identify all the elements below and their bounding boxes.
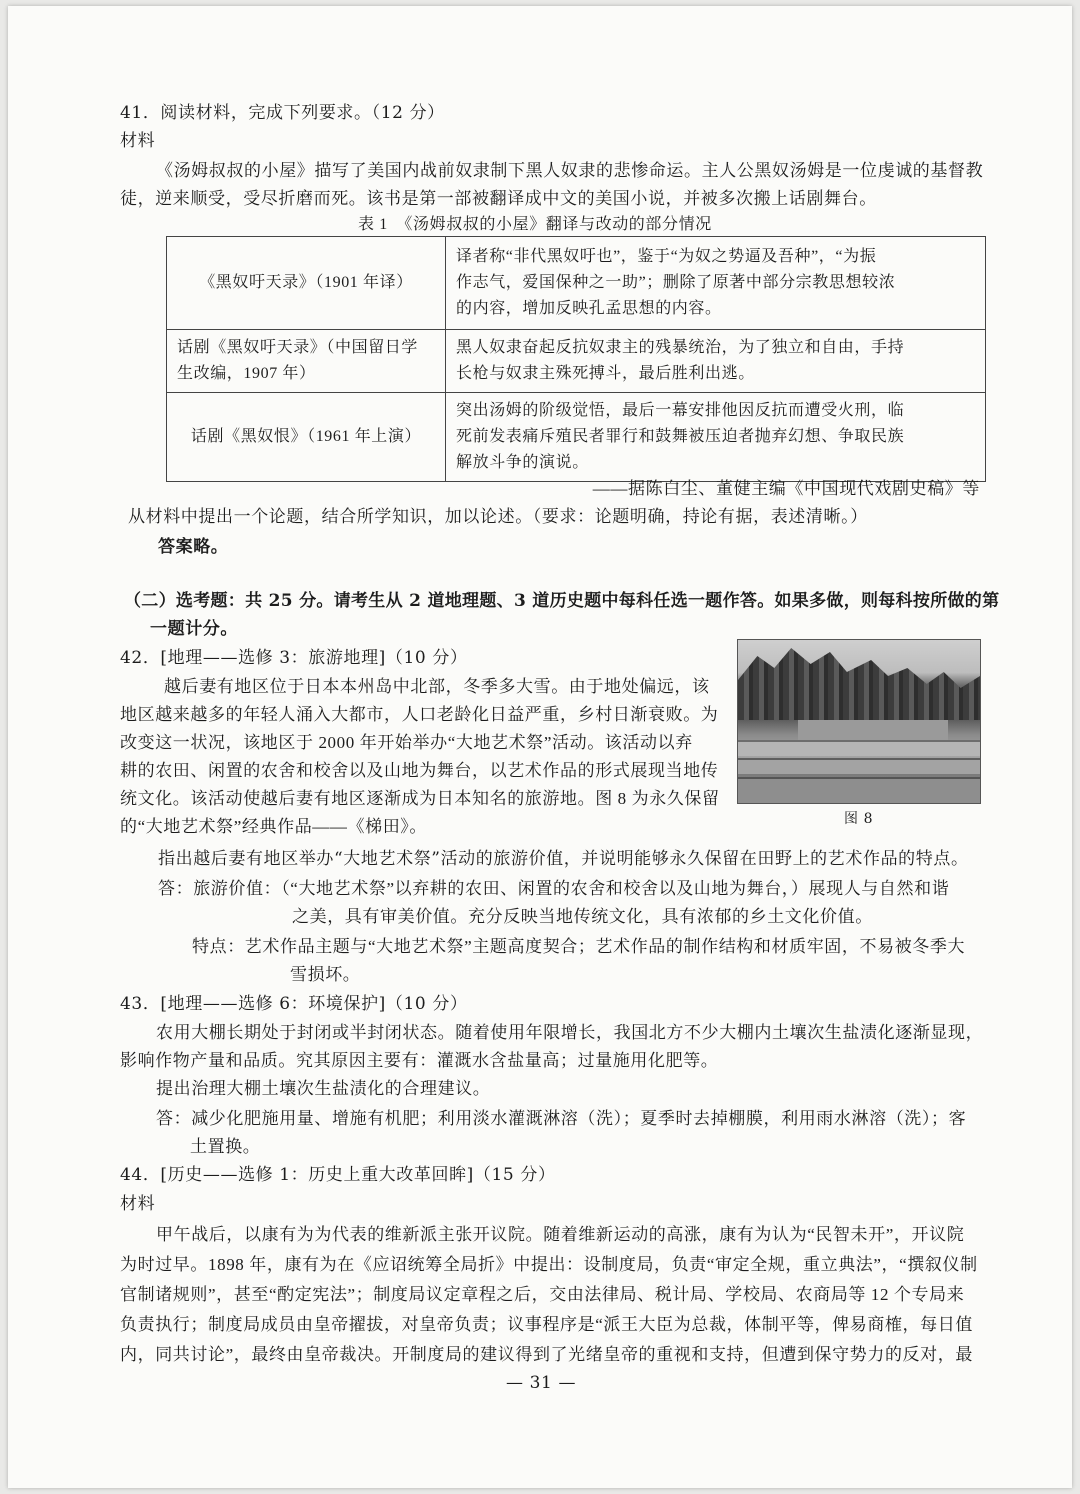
q44-para-line: 负责执行；制度局成员由皇帝擢拔，对皇帝负责；议事程序是“派王大臣为总裁，体制平等，俾易商榷，每日值: [120, 1315, 973, 1334]
q42-para-line: 的“大地艺术祭”经典作品——《梯田》。: [120, 817, 427, 836]
table-cell: 译者称“非代黑奴吁也”，鉴于“为奴之势逼及吾种”，“为振 作志气，爱国保种之一助”；删除了原著中部分宗教思想较浓 的内容，增加反映孔孟思想的内容。: [446, 237, 986, 330]
q41-source: ——据陈白尘、董健主编《中国现代戏剧史稿》等: [592, 479, 980, 498]
terraced-field-photo: [737, 639, 981, 804]
q42-heading: 42．[地理——选修 3：旅游地理]（10 分）: [120, 648, 468, 668]
table-cell: 话剧《黑奴恨》（1961 年上演）: [167, 393, 446, 482]
q41-heading: 41．阅读材料，完成下列要求。（12 分）: [120, 103, 445, 123]
table-cell: 《黑奴吁天录》（1901 年译）: [167, 237, 446, 330]
q41-para-line: 徒，逆来顺受，受尽折磨而死。该书是第一部被翻译成中文的美国小说，并被多次搬上话剧舞台。: [120, 189, 877, 208]
q43-heading: 43．[地理——选修 6：环境保护]（10 分）: [120, 994, 468, 1014]
q42-para-line: 改变这一状况，该地区于 2000 年开始举办“大地艺术祭”活动。该活动以弃: [120, 733, 693, 752]
q41-para-line: 《汤姆叔叔的小屋》描写了美国内战前奴隶制下黑人奴隶的悲惨命运。主人公黑奴汤姆是一位虔诚的基督教: [156, 161, 984, 180]
table-row: [167, 237, 986, 330]
q42-task: 指出越后妻有地区举办“大地艺术祭”活动的旅游价值，并说明能够永久保留在田野上的艺术作品的特点。: [158, 849, 969, 869]
q43-para-line: 农用大棚长期处于封闭或半封闭状态。随着使用年限增长，我国北方不少大棚内土壤次生盐渍化逐渐显现，: [156, 1023, 984, 1042]
q41-material-label: 材料: [120, 131, 156, 151]
section2-line: （二）选考题：共 25 分。请考生从 2 道地理题、3 道历史题中每科任选一题作答。如果多做，则每科按所做的第: [124, 591, 1000, 611]
q42-answer-line: 之美，具有审美价值。充分反映当地传统文化，具有浓郁的乡土文化价值。: [292, 907, 873, 926]
q44-para-line: 为时过早。1898 年，康有为在《应诏统筹全局折》中提出：设制度局，负责“审定全规，重立典法”，“撰叙仪制: [120, 1255, 978, 1274]
table-caption: 表 1 《汤姆叔叔的小屋》翻译与改动的部分情况: [358, 216, 712, 233]
table-row: [167, 393, 986, 482]
q44-para-line: 内，同共讨论”，最终由皇帝裁决。开制度局的建议得到了光绪皇帝的重视和支持，但遭到保守势力的反对，最: [120, 1345, 973, 1364]
q42-para-line: 统文化。该活动使越后妻有地区逐渐成为日本知名的旅游地。图 8 为永久保留: [120, 789, 720, 808]
table-row: [167, 330, 986, 393]
q43-answer-line: 答：减少化肥施用量、增施有机肥；利用淡水灌溉淋溶（洗）；夏季时去掉棚膜，利用雨水淋溶（洗）；客: [156, 1109, 967, 1128]
page-number: — 31 —: [506, 1373, 577, 1393]
q42-para-line: 地区越来越多的年轻人涌入大都市，人口老龄化日益严重，乡村日渐衰败。为: [120, 705, 719, 724]
q43-answer-line: 土置换。: [190, 1137, 261, 1156]
q44-para-line: 甲午战后，以康有为为代表的维新派主张开议院。随着维新运动的高涨，康有为认为“民智未开”，开议院: [156, 1225, 965, 1244]
table-cell: 突出汤姆的阶级觉悟，最后一幕安排他因反抗而遭受火刑，临 死前发表痛斥殖民者罪行和鼓舞被压迫者抛弃幻想、争取民族 解放斗争的演说。: [446, 393, 986, 482]
q43-task: 提出治理大棚土壤次生盐渍化的合理建议。: [156, 1079, 491, 1099]
q41-answer: 答案略。: [158, 537, 229, 557]
q42-para-line: 越后妻有地区位于日本本州岛中北部，冬季多大雪。由于地处偏远，该: [164, 677, 710, 696]
table-cell: 黑人奴隶奋起反抗奴隶主的残暴统治，为了独立和自由，手持 长枪与奴隶主殊死搏斗，最后胜利出逃。: [446, 330, 986, 393]
q41-task: 从材料中提出一个论题，结合所学知识，加以论述。（要求：论题明确，持论有据，表述清晰。）: [128, 507, 868, 527]
q44-material-label: 材料: [120, 1194, 156, 1214]
translation-table: [166, 236, 986, 482]
figure-caption: 图 8: [844, 811, 874, 827]
q42-answer-line: 答：旅游价值：（“大地艺术祭”以弃耕的农田、闲置的农舍和校舍以及山地为舞台，）展现人与自然和谐: [158, 879, 950, 898]
exam-page: [8, 6, 1072, 1488]
q44-heading: 44．[历史——选修 1：历史上重大改革回眸]（15 分）: [120, 1165, 556, 1185]
section2-line: 一题计分。: [150, 619, 238, 639]
q42-answer-line: 雪损坏。: [290, 965, 361, 984]
table-cell: 话剧《黑奴吁天录》（中国留日学 生改编，1907 年）: [167, 330, 446, 393]
q43-para-line: 影响作物产量和品质。究其原因主要有：灌溉水含盐量高；过量施用化肥等。: [120, 1051, 719, 1070]
q44-para-line: 官制诸规则”，甚至“酌定宪法”；制度局议定章程之后，交由法律局、税计局、学校局、农商局等 12 个专局来: [120, 1285, 965, 1304]
q42-answer-line: 特点：艺术作品主题与“大地艺术祭”主题高度契合；艺术作品的制作结构和材质牢固，不易被冬季大: [192, 937, 966, 956]
q42-para-line: 耕的农田、闲置的农舍和校舍以及山地为舞台，以艺术作品的形式展现当地传: [120, 761, 719, 780]
